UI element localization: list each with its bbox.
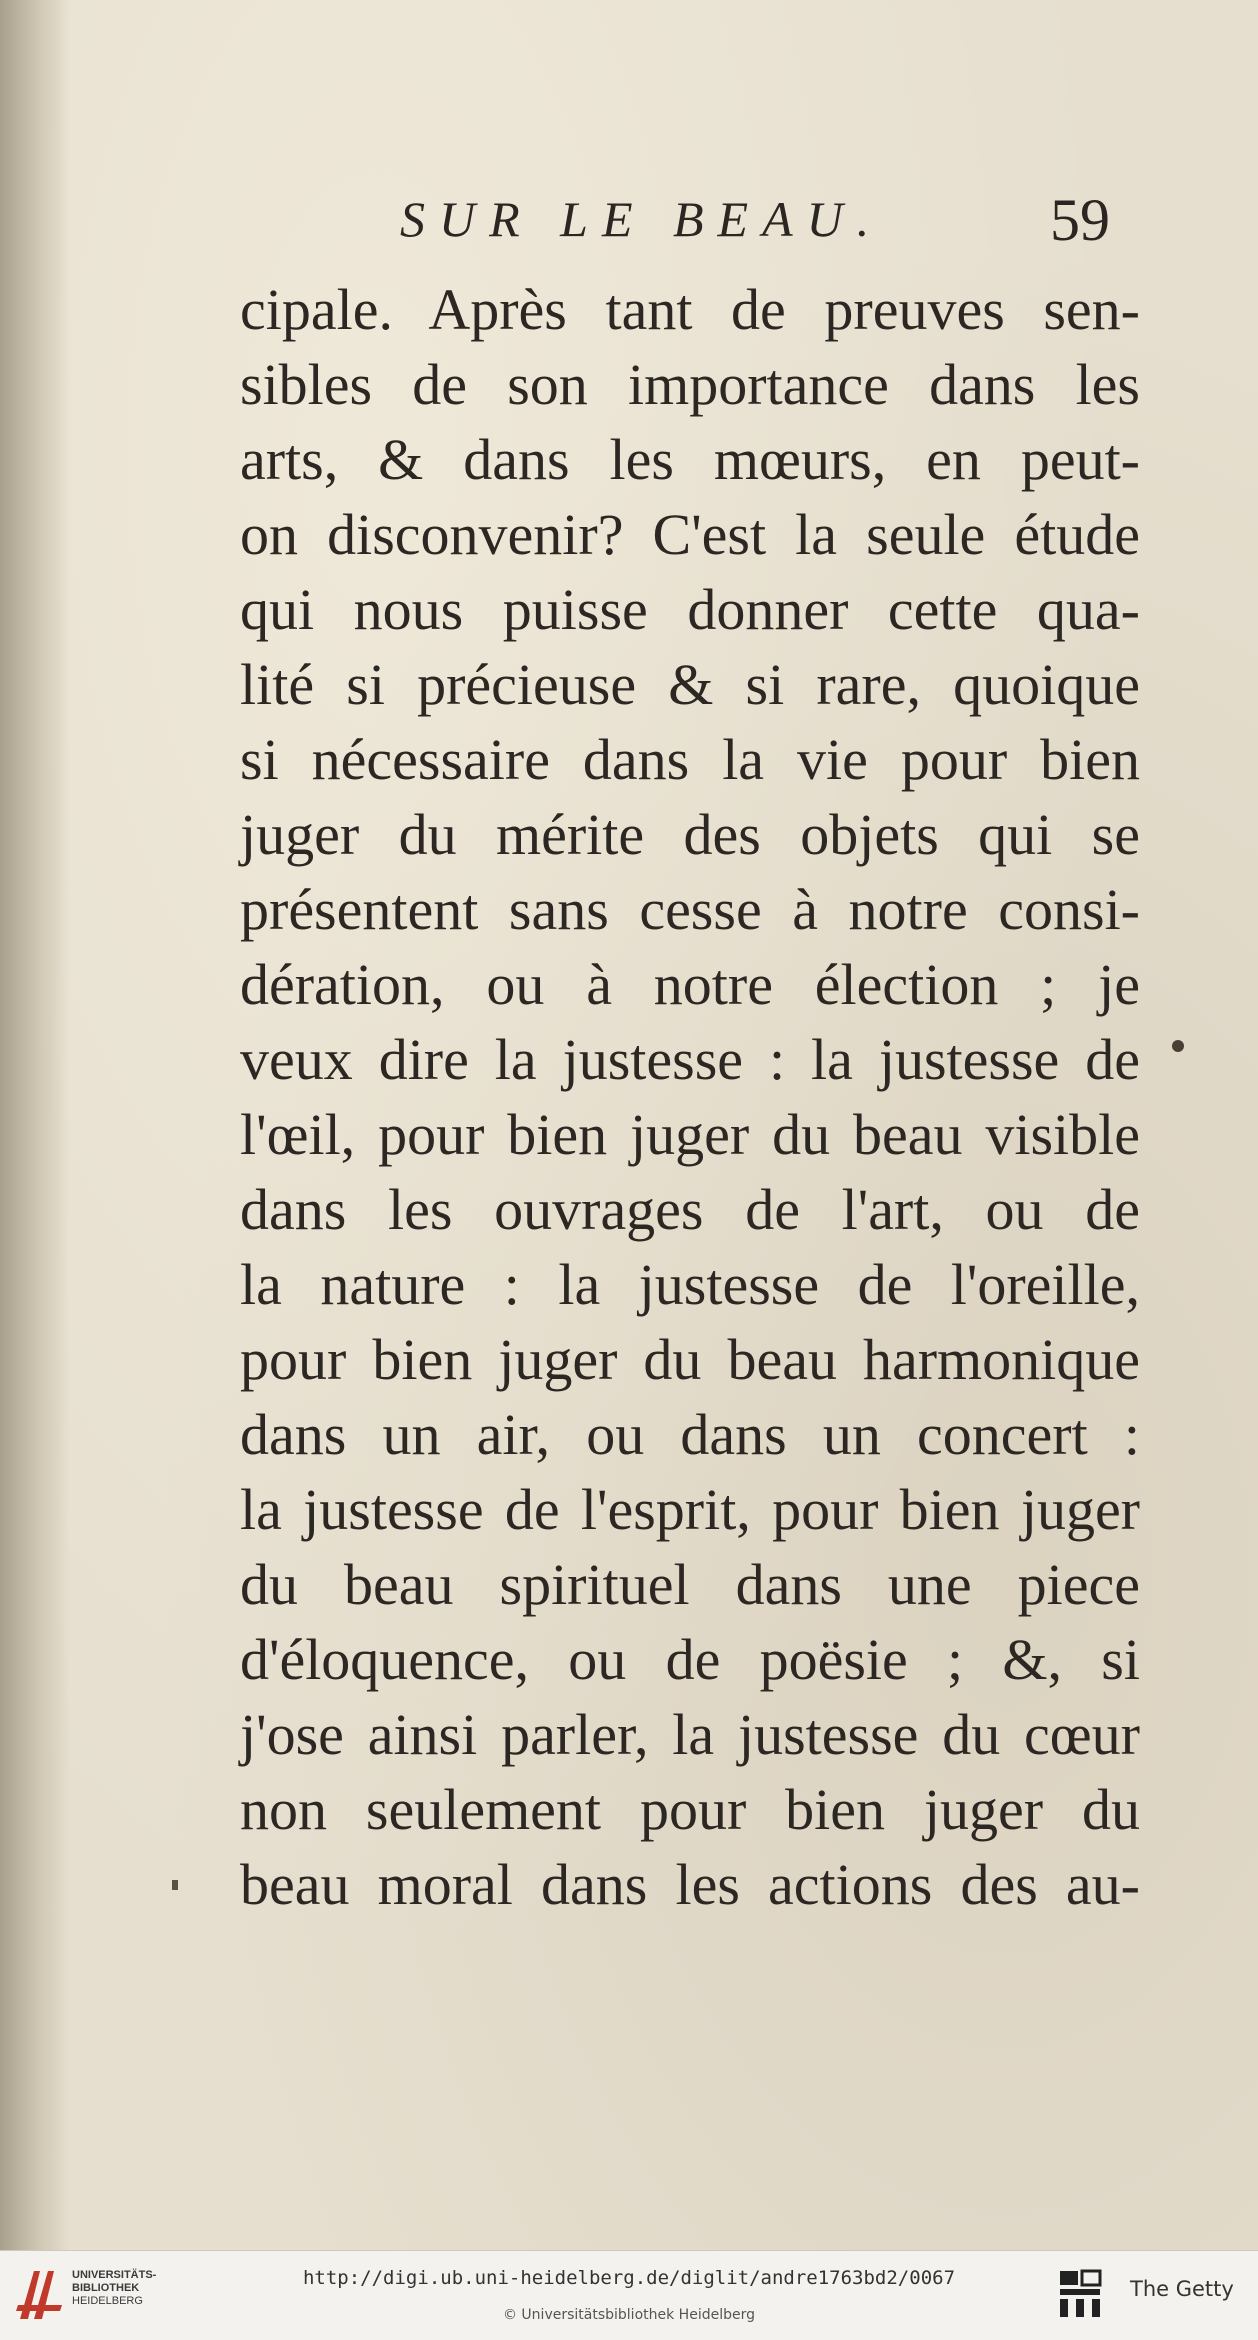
- text-line: si nécessaire dans la vie pour bien: [240, 727, 1140, 792]
- text-line: du beau spirituel dans une piece: [240, 1552, 1140, 1617]
- text-line: sibles de son importance dans les: [240, 352, 1140, 417]
- ink-mark: [172, 1880, 178, 1890]
- text-line: veux dire la justesse : la justesse de: [240, 1027, 1140, 1092]
- text-line: dération, ou à notre élection ; je: [240, 952, 1140, 1017]
- getty-logo-icon[interactable]: [1058, 2269, 1102, 2319]
- copyright-notice: © Universitätsbibliothek Heidelberg: [502, 2307, 755, 2323]
- text-line: arts, & dans les mœurs, en peut-: [240, 427, 1140, 492]
- body-text: [240, 272, 1140, 1922]
- running-header: [400, 187, 1110, 270]
- text-line: j'ose ainsi parler, la justesse du cœur: [240, 1702, 1140, 1767]
- text-line: dans un air, ou dans un concert :: [240, 1402, 1140, 1467]
- page-gutter-shadow: [0, 0, 70, 2250]
- running-title: SUR LE BEAU.: [400, 191, 884, 247]
- text-line: pour bien juger du beau harmonique: [240, 1327, 1140, 1392]
- text-line: qui nous puisse donner cette qua-: [240, 577, 1140, 642]
- text-line: beau moral dans les actions des au-: [240, 1852, 1140, 1917]
- text-line: l'œil, pour bien juger du beau visible: [240, 1102, 1140, 1167]
- viewer-footer: [0, 2250, 1258, 2340]
- text-line: présentent sans cesse à notre consi-: [240, 877, 1140, 942]
- text-line: non seulement pour bien juger du: [240, 1777, 1140, 1842]
- library-logo-line: HEIDELBERG: [72, 2295, 143, 2307]
- text-line: on disconvenir? C'est la seule étude: [240, 502, 1140, 567]
- text-line: la justesse de l'esprit, pour bien juger: [240, 1477, 1140, 1542]
- text-line: d'éloquence, ou de poësie ; &, si: [240, 1627, 1140, 1692]
- permalink-url[interactable]: http://digi.ub.uni-heidelberg.de/diglit/andre1763bd2/0067: [302, 2267, 956, 2289]
- text-line: juger du mérite des objets qui se: [240, 802, 1140, 867]
- getty-label[interactable]: The Getty: [1130, 2277, 1234, 2301]
- text-line: lité si précieuse & si rare, quoique: [240, 652, 1140, 717]
- page-number: 59: [1050, 187, 1110, 253]
- text-line: la nature : la justesse de l'oreille,: [240, 1252, 1140, 1317]
- text-line: dans les ouvrages de l'art, ou de: [240, 1177, 1140, 1242]
- text-line: cipale. Après tant de preuves sen-: [240, 277, 1140, 342]
- library-logo-line: BIBLIOTHEK: [72, 2282, 140, 2294]
- library-logo-line: UNIVERSITÄTS-: [72, 2269, 157, 2281]
- ink-spot: [1172, 1040, 1184, 1052]
